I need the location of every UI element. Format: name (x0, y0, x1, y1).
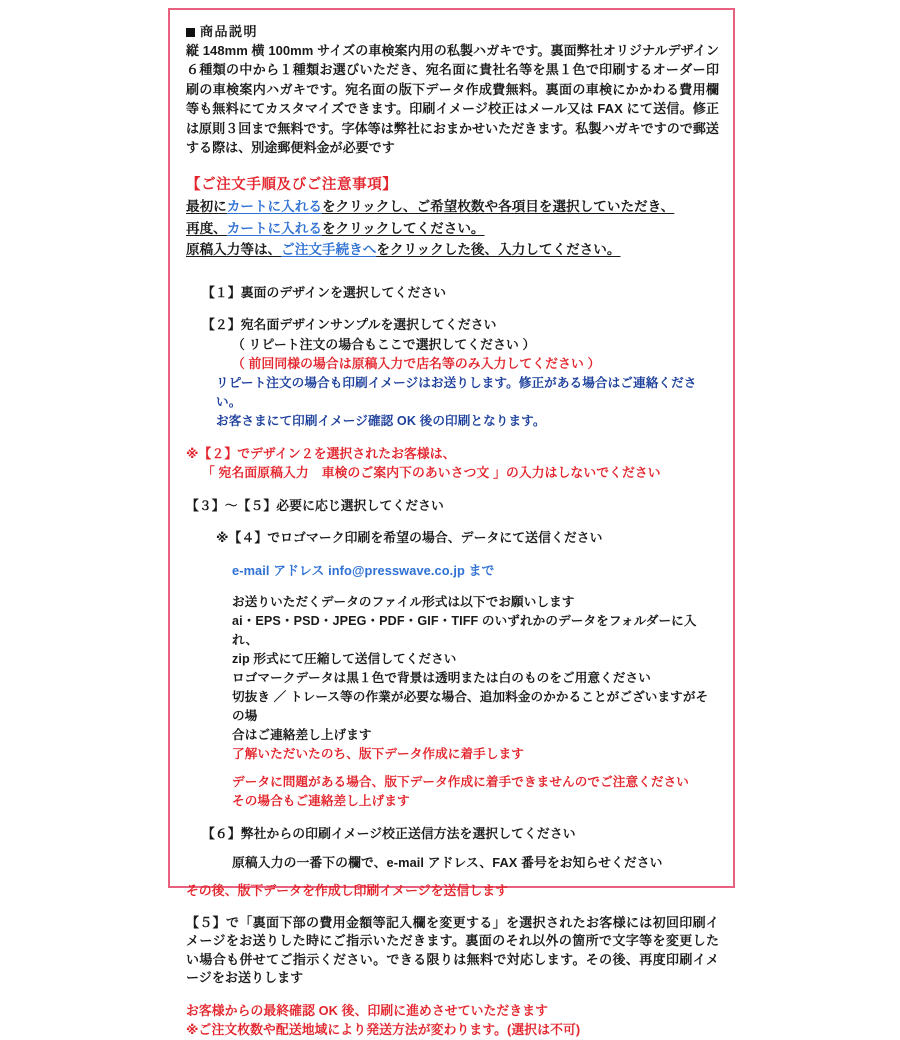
logo-print-note: ※【４】でロゴマーク印刷を希望の場合、データにて送信ください (216, 530, 603, 546)
checkout-link[interactable]: ご注文手続きへ (281, 242, 377, 258)
file-format-line-5: 切抜き ／ トレース等の作業が必要な場合、追加料金のかかることがございますがその場 (232, 690, 709, 724)
spacer (186, 483, 719, 496)
description-heading-label: 商品説明 (200, 24, 259, 39)
spacer (186, 872, 719, 881)
email-address[interactable]: info@presswave.co.jp (328, 562, 465, 578)
order-step-line-1 (186, 196, 719, 218)
spacer (186, 261, 719, 278)
order-line2-suffix: をクリックしてください。 (321, 220, 485, 236)
footer-red-note-2: ※ご注文枚数や配送地域により発送方法が変わります。(選択は不可) (186, 1022, 581, 1038)
order-step-line-3 (186, 239, 719, 261)
footer-red-note-1: お客様からの最終確認 OK 後、印刷に進めさせていただきます (186, 1002, 549, 1018)
spacer (186, 431, 719, 444)
file-format-line-2: ai・EPS・PSD・JPEG・PDF・GIF・TIFF のいずれかのデータをフォルダーに入れ、 (232, 614, 697, 648)
step-2: 【２】宛名面デザインサンプルを選択してください (202, 317, 497, 333)
spacer (186, 302, 719, 315)
file-format-red-note-1: 了解いただいたのち、版下データ作成に着手します (232, 747, 524, 762)
step-3-to-5: 【３】〜【５】必要に応じ選択してください (186, 497, 444, 513)
design2-warning-line-2: 「 宛名面原稿入力 車検のご案内下のあいさつ文 」の入力はしないでください (202, 465, 661, 481)
step-2-blue-note-1: リピート注文の場合も印刷イメージはお送りします。修正がある場合はご連絡ください。 (216, 375, 697, 409)
order-line2-prefix: 再度、 (186, 220, 227, 236)
footer-blue-paragraph: 【５】で「裏面下部の費用金額等記入欄を変更する」を選択されたお客様には初回印刷イメージをお送りした時にご指示いただきます。裏面のそれ以外の箇所で文字等を変更したい場合も併せてご指示ください。できる限りは無料で対応します。その後、再度印刷イメージをお送りします (186, 914, 719, 986)
description-heading (186, 22, 719, 41)
email-suffix: まで (468, 562, 495, 578)
order-line3-suffix: をクリックした後、入力してください。 (376, 242, 621, 258)
file-format-red-note-2: データに問題がある場合、版下データ作成に着手できませんのでご注意ください (232, 775, 689, 790)
step-1: 【１】裏面のデザインを選択してください (202, 284, 447, 300)
spacer (186, 901, 719, 914)
product-description-panel (168, 8, 735, 1038)
spacer (186, 988, 719, 1001)
email-line (186, 561, 719, 581)
spacer (186, 811, 719, 824)
order-procedure-title: 【ご注文手順及びご注意事項】 (186, 177, 398, 194)
file-format-line-1: お送りいただくデータのファイル形式は以下でお願いします (232, 595, 575, 610)
step-2-note-1: （ リピート注文の場合もここで選択してください ） (232, 336, 536, 352)
step-6-red-note: その後、版下データを作成し印刷イメージを送信します (186, 883, 509, 899)
order-line1-prefix: 最初に (186, 199, 227, 215)
order-line3-prefix: 原稿入力等は、 (186, 242, 282, 258)
spacer (186, 157, 719, 174)
file-format-line-4: ロゴマークデータは黒１色で背景は透明または白のものをご用意ください (232, 671, 651, 686)
spacer (186, 548, 719, 561)
step-6: 【６】弊社からの印刷イメージ校正送信方法を選択してください (202, 826, 576, 842)
step-2-note-2: （ 前回同様の場合は原稿入力で店名等のみ入力してください ） (232, 356, 601, 372)
design2-warning-line-1: ※【２】でデザイン２を選択されたお客様は、 (186, 445, 456, 461)
file-format-red-note-3: その場合もご連絡差し上げます (232, 794, 410, 809)
email-label: e-mail アドレス (232, 562, 325, 578)
order-line1-suffix: をクリックし、ご希望枚数や各項目を選択していただき、 (321, 199, 675, 215)
file-format-line-3: zip 形式にて圧縮して送信してください (232, 652, 457, 667)
spacer (186, 580, 719, 593)
step-6-note: 原稿入力の一番下の欄で、e-mail アドレス、FAX 番号をお知らせください (232, 854, 663, 870)
step-2-blue-note-2: お客さまにて印刷イメージ確認 OK 後の印刷となります。 (216, 413, 546, 428)
spacer (186, 844, 719, 853)
description-body: 縦 148mm 横 100mm サイズの車検案内用の私製ハガキです。裏面弊社オリジナルデザイン６種類の中から１種類お選びいただき、宛名面に貴社名等を黒１色で印刷するオーダー印刷の車検案内ハガキです。宛名面の版下データ作成費無料。裏面の車検にかかわる費用欄等も無料にてカスタマイズできます。印刷イメージ校正はメール又は FAX にて送信。修正は原則３回まで無料です。字体等は弊社におまかせいただきます。私製ハガキですので郵送する際は、別途郵便料金が必要です (186, 43, 719, 156)
add-to-cart-link-1[interactable]: カートに入れる (226, 199, 322, 215)
order-step-line-2 (186, 218, 719, 240)
add-to-cart-link-2[interactable]: カートに入れる (226, 220, 322, 236)
spacer (186, 764, 719, 773)
file-format-line-6: 合はご連絡差し上げます (232, 728, 372, 743)
square-bullet-icon (186, 28, 195, 37)
spacer (186, 515, 719, 528)
